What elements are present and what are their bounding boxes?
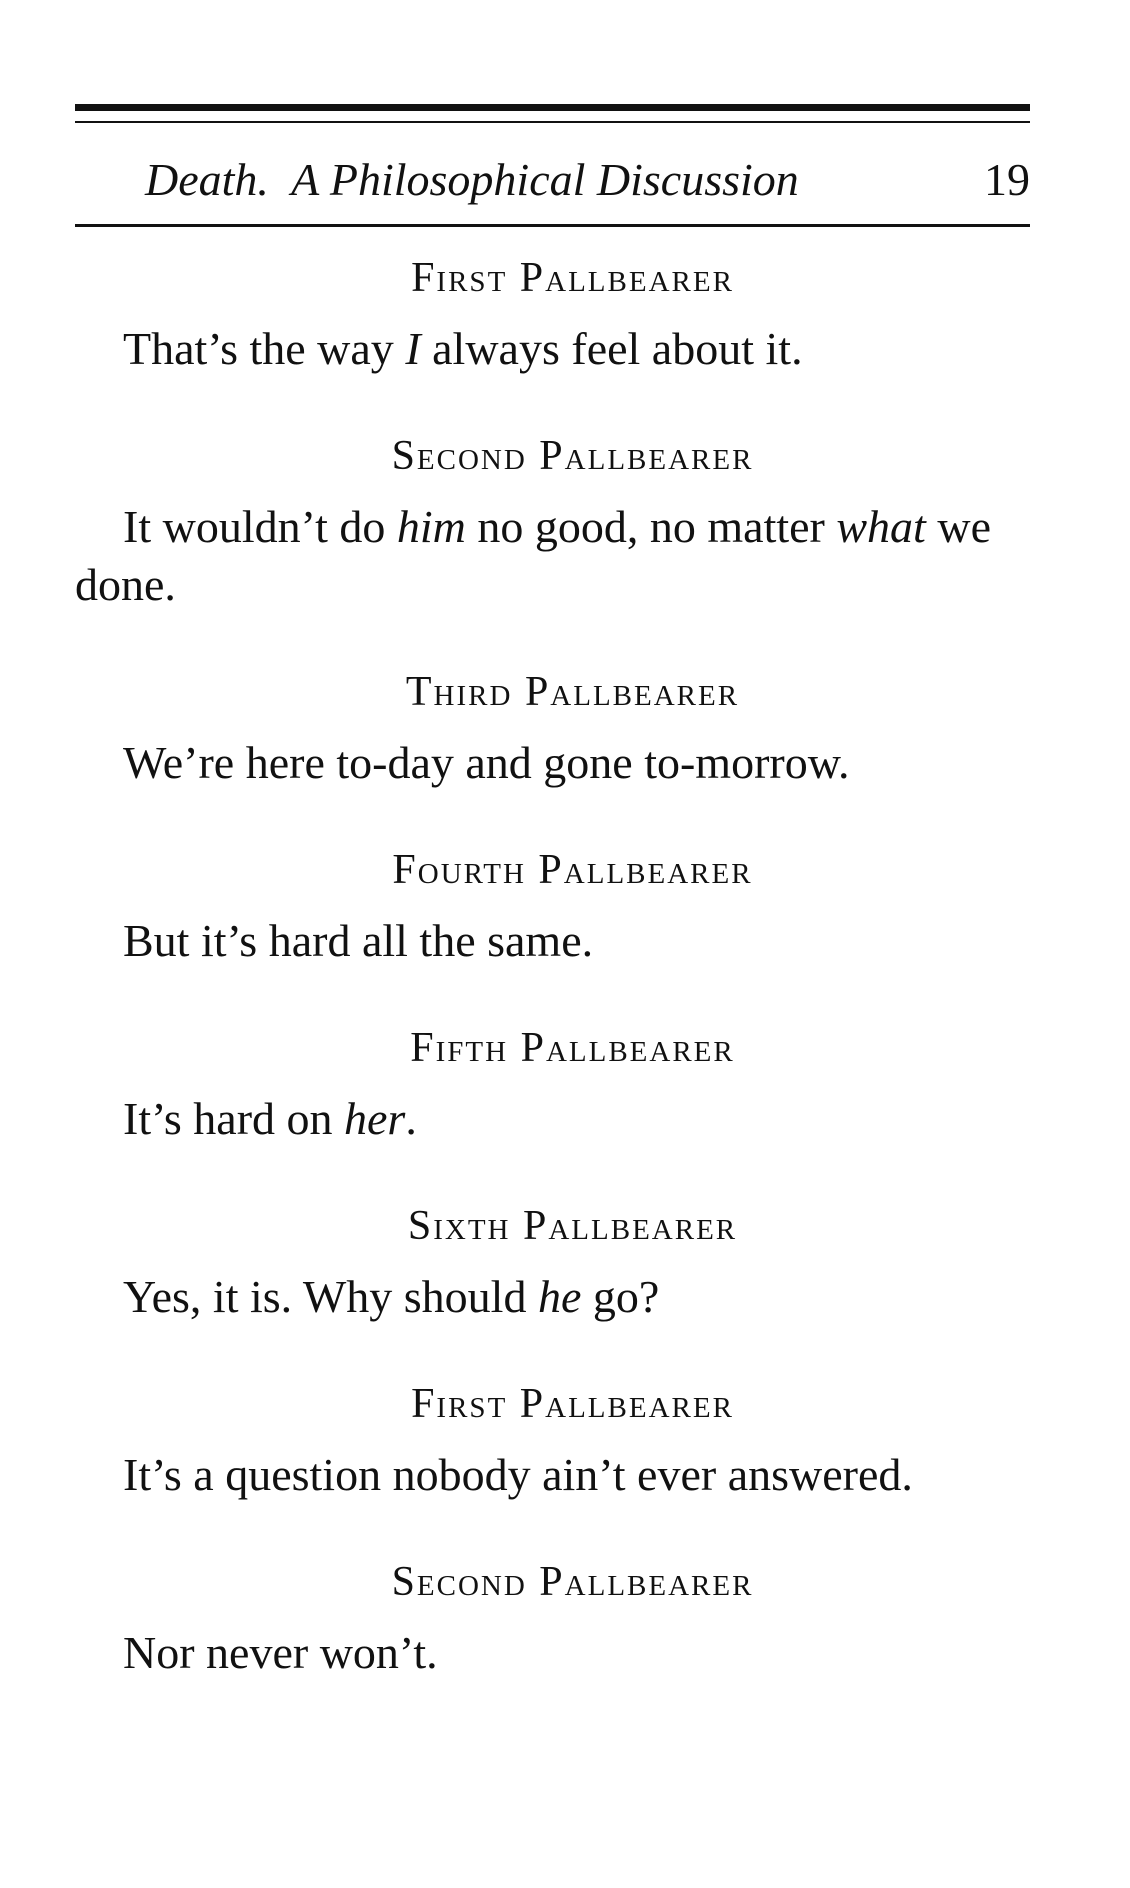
speaker-name: First Pallbearer: [411, 1381, 734, 1427]
speaker-name: Fourth Pallbearer: [392, 847, 753, 893]
running-header: [75, 150, 1030, 210]
speaker-name: First Pallbearer: [411, 255, 734, 301]
line-text: It’s a question nobody ain’t ever answered.: [123, 1449, 913, 1500]
line-text: That’s the way: [123, 323, 406, 374]
speaker-name: Fifth Pallbearer: [410, 1025, 735, 1071]
dialogue-line: [75, 1624, 1030, 1682]
line-text: .: [405, 1093, 417, 1144]
dialogue-line: [75, 320, 1030, 378]
line-text: It’s hard on: [123, 1093, 345, 1144]
top-thick-rule: [75, 104, 1030, 111]
line-text: But it’s hard all the same.: [123, 915, 594, 966]
line-text: Nor never won’t.: [123, 1627, 438, 1678]
line-text: no good, no matter: [465, 501, 837, 552]
speaker-name: Third Pallbearer: [405, 669, 740, 715]
speaker-name: Sixth Pallbearer: [407, 1203, 738, 1249]
line-text: we done.: [75, 501, 991, 610]
dialogue-line: [75, 734, 1030, 792]
line-text: Yes, it is. Why should: [123, 1271, 538, 1322]
emphasized-text: what: [836, 501, 926, 552]
dialogue-line: [75, 1446, 1030, 1504]
emphasized-text: he: [537, 1271, 582, 1322]
running-title: Death. A Philosophical Discussion: [145, 154, 799, 205]
line-text: It wouldn’t do: [123, 501, 397, 552]
line-text: We’re here to-day and gone to-morrow.: [123, 737, 850, 788]
emphasized-text: her: [344, 1093, 406, 1144]
line-text: always feel about it.: [420, 323, 803, 374]
page-number: 19: [984, 154, 1030, 205]
dialogue-line: [75, 498, 1030, 614]
emphasized-text: him: [396, 501, 466, 552]
speaker-name: Second Pallbearer: [391, 1559, 754, 1605]
emphasized-text: I: [405, 323, 421, 374]
dialogue-line: [75, 1268, 1030, 1326]
header-bottom-rule: [75, 224, 1030, 227]
speaker-name: Second Pallbearer: [391, 433, 754, 479]
top-thin-rule: [75, 121, 1030, 123]
dialogue-body: [75, 250, 1030, 1732]
dialogue-line: [75, 1090, 1030, 1148]
line-text: go?: [581, 1271, 660, 1322]
dialogue-line: [75, 912, 1030, 970]
